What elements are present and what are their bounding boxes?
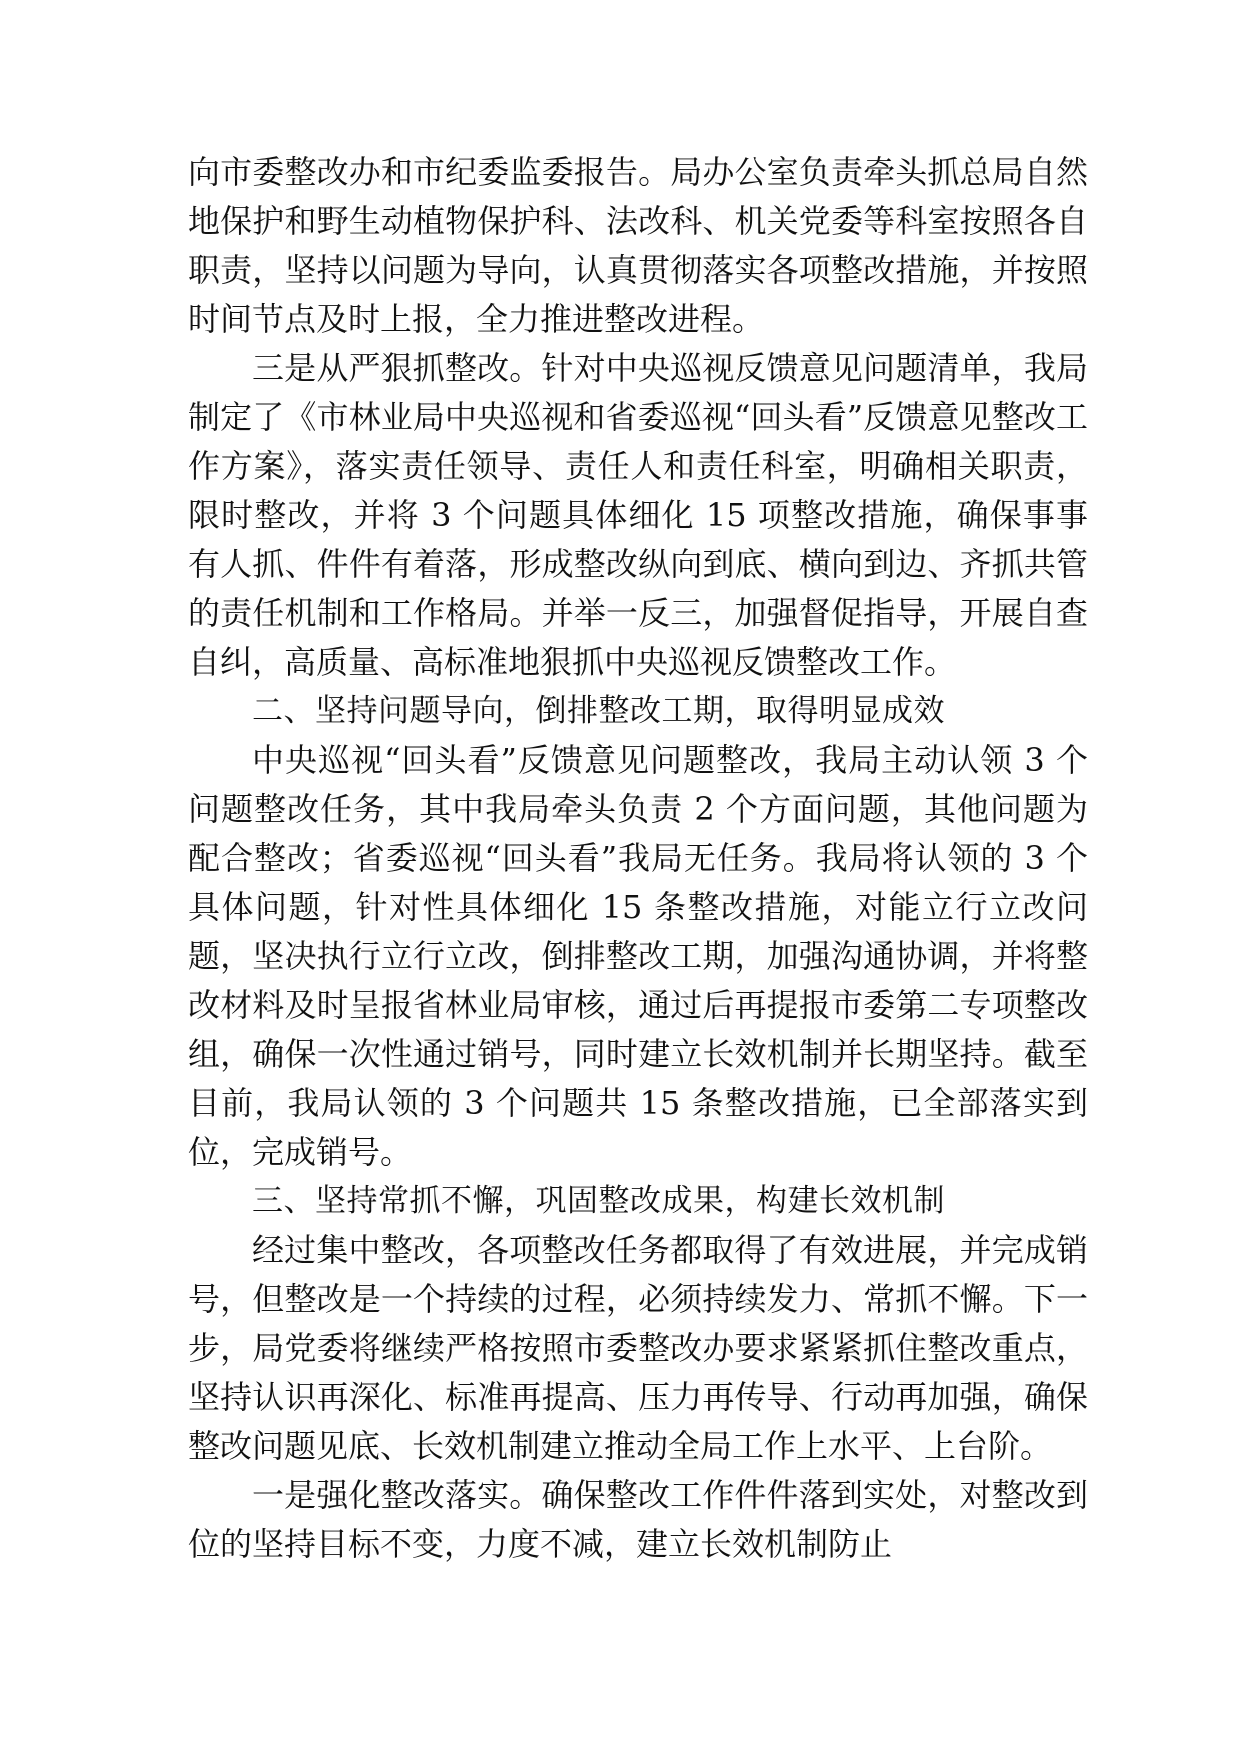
paragraph-report-continuation: 向市委整改办和市纪委监委报告。局办公室负责牵头抓总局自然地保护和野生动植物保护科、法改科、机关党委等科室按照各自职责，坚持以问题为导向，认真贯彻落实各项整改措施，并按照时间节点及时上报，全力推进整改进程。 [188,153,1088,338]
section-heading-3: 三、坚持常抓不懈，巩固整改成果，构建长效机制 [252,1183,945,1219]
paragraph-strict-rectification: 三是从严狠抓整改。针对中央巡视反馈意见问题清单，我局制定了《市林业局中央巡视和省委巡视“回头看”反馈意见整改工作方案》，落实责任领导、责任人和责任科室，明确相关职责，限时整改，并将 3 个问题具体细化 15 项整改措施，确保事事有人抓、件件有着落，形成整改纵向到底、横向到边、齐抓共管的责任机制和工作格局。并举一反三，加强督促指导，开展自查自纠，高质量、高标准地狠抓中央巡视反馈整改工作。 [188,349,1088,681]
section-heading-2: 二、坚持问题导向，倒排整改工期，取得明显成效 [252,693,945,729]
document-page [188,148,1088,1569]
paragraph-strengthen-implementation: 一是强化整改落实。确保整改工作件件落到实处，对整改到位的坚持目标不变，力度不减，建立长效机制防止 [188,1476,1088,1563]
paragraph-rectification-tasks: 中央巡视“回头看”反馈意见问题整改，我局主动认领 3 个问题整改任务，其中我局牵头负责 2 个方面问题，其他问题为配合整改；省委巡视“回头看”我局无任务。我局将认领的 3 个具体问题，针对性具体细化 15 条整改措施，对能立行立改问题，坚决执行立行立改，倒排整改工期，加强沟通协调，并将整改材料及时呈报省林业局审核，通过后再提报市委第二专项整改组，确保一次性通过销号，同时建立长效机制并长期坚持。截至目前，我局认领的 3 个问题共 15 条整改措施，已全部落实到位，完成销号。 [188,741,1088,1171]
paragraph-long-term-mechanism: 经过集中整改，各项整改任务都取得了有效进展，并完成销号，但整改是一个持续的过程，必须持续发力、常抓不懈。下一步，局党委将继续严格按照市委整改办要求紧紧抓住整改重点，坚持认识再深化、标准再提高、压力再传导、行动再加强，确保整改问题见底、长效机制建立推动全局工作上水平、上台阶。 [188,1231,1088,1465]
